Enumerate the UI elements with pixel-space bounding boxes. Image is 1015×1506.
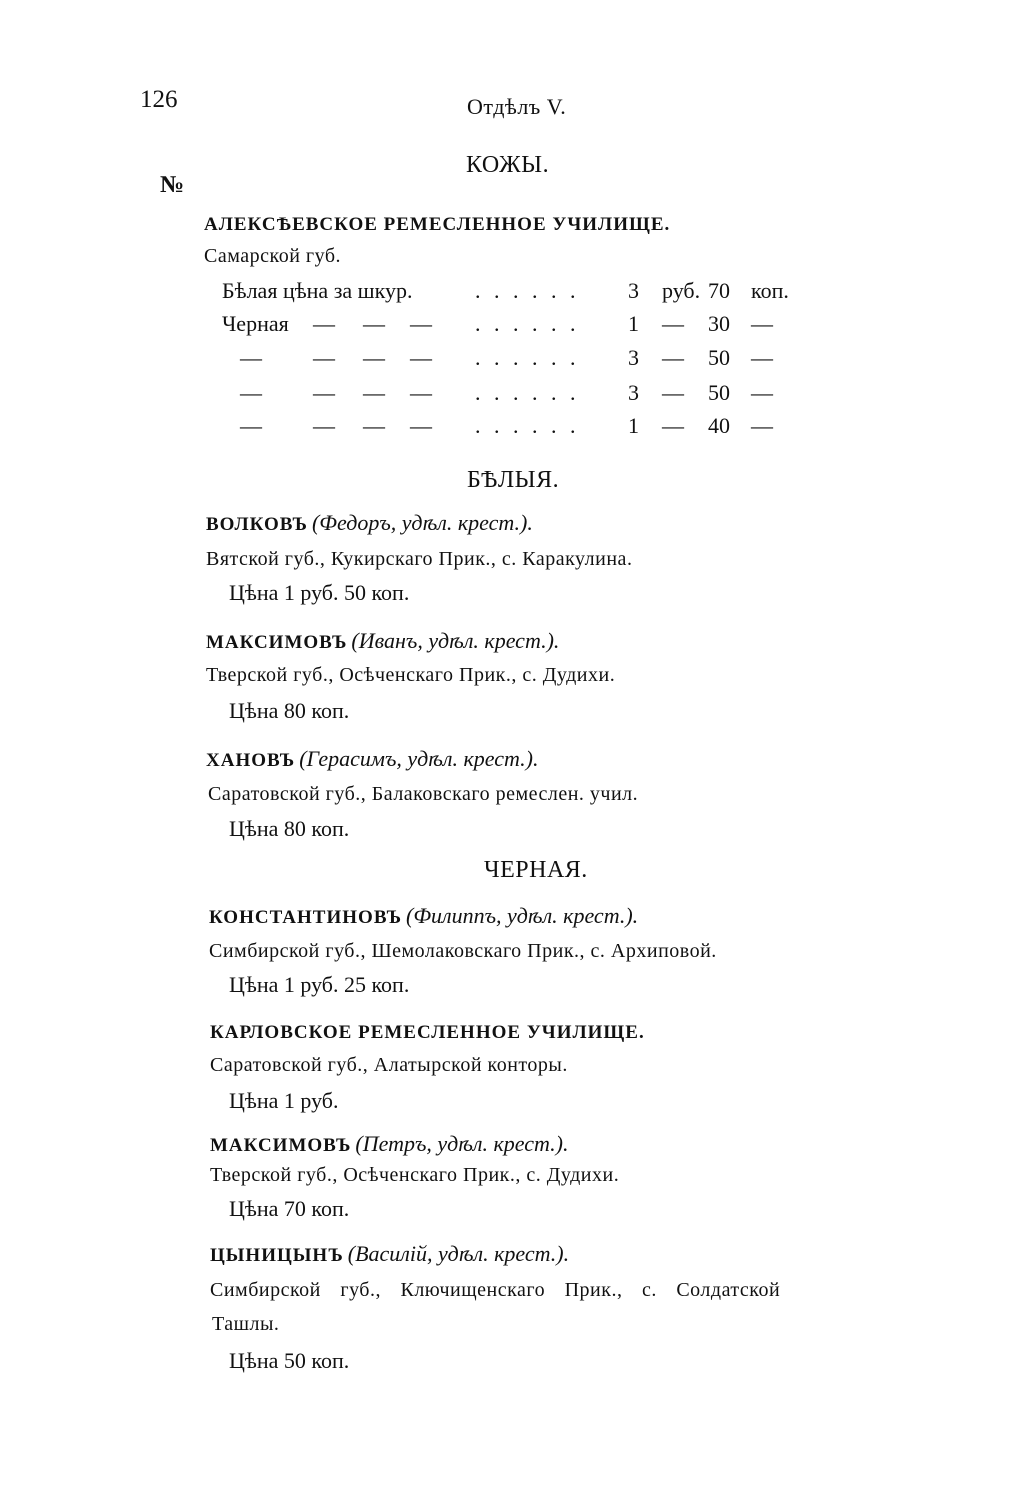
entry-price: Цѣна 80 коп. <box>229 816 350 841</box>
leader-dots: . . . . . . <box>475 311 580 336</box>
section-title-chernaya: ЧЕРНАЯ. <box>484 857 588 883</box>
value-kop: 30 <box>708 311 730 336</box>
ditto-dash: — <box>240 345 262 370</box>
entry-heading <box>206 746 539 772</box>
value-rub: 3 <box>628 345 639 370</box>
ditto-dash: — <box>410 380 432 405</box>
entry-name: МАКСИМОВЪ <box>206 632 348 653</box>
value-rub: 3 <box>628 380 639 405</box>
value-rub: 1 <box>628 413 639 438</box>
entry-heading <box>206 628 559 654</box>
ditto-dash: — <box>751 345 773 370</box>
unit-rub: руб. <box>662 278 701 303</box>
leader-dots: . . . . . . <box>475 413 580 438</box>
entry-location-continued: Ташлы. <box>212 1313 280 1335</box>
leader-dots: . . . . . . <box>475 380 580 405</box>
leader-dots: . . . . . . <box>475 278 580 303</box>
leader-dots: . . . . . . <box>475 345 580 370</box>
entry-price: Цѣна 1 руб. 50 коп. <box>229 580 410 605</box>
ditto-dash: — <box>662 413 684 438</box>
entry-heading <box>209 903 638 929</box>
ditto-dash: — <box>363 311 385 336</box>
entry-description: (Герасимъ, удѣл. крест.). <box>299 746 539 771</box>
entry-description: (Петръ, удѣл. крест.). <box>355 1131 569 1156</box>
table-row <box>0 278 1015 308</box>
ditto-dash: — <box>363 380 385 405</box>
entry-name: АЛЕКСѢЕВСКОЕ РЕМЕСЛЕННОЕ УЧИЛИЩЕ. <box>204 214 671 235</box>
entry-heading <box>210 1131 568 1157</box>
entry-name: ВОЛКОВЪ <box>206 514 308 535</box>
ditto-dash: — <box>410 413 432 438</box>
entry-price: Цѣна 1 руб. 25 коп. <box>229 972 410 997</box>
entry-description: (Федоръ, удѣл. крест.). <box>311 510 533 535</box>
entry-price: Цѣна 1 руб. <box>229 1088 339 1113</box>
entry-name: ХАНОВЪ <box>206 750 296 771</box>
row-label: Черная <box>222 311 289 336</box>
ditto-dash: — <box>751 311 773 336</box>
entry-description: (Филиппъ, удѣл. крест.). <box>406 903 639 928</box>
ditto-dash: — <box>313 345 335 370</box>
ditto-dash: — <box>313 311 335 336</box>
entry-heading <box>210 1241 569 1267</box>
value-kop: 50 <box>708 380 730 405</box>
ditto-dash: — <box>662 311 684 336</box>
entry-location: Самарской губ. <box>204 245 342 267</box>
entry-location: Симбирской губ., Шемолаковскаго Прик., с. Архиповой. <box>209 940 717 962</box>
running-header: Отдѣлъ V. <box>467 94 567 119</box>
ditto-dash: — <box>240 413 262 438</box>
ditto-dash: — <box>363 345 385 370</box>
table-row <box>0 345 1015 375</box>
row-label: Бѣлая цѣна за шкур. <box>222 278 413 303</box>
page-number: 126 <box>140 86 178 113</box>
ditto-dash: — <box>313 413 335 438</box>
value-kop: 70 <box>708 278 730 303</box>
entry-heading <box>206 510 533 536</box>
unit-kop: коп. <box>751 278 789 303</box>
value-kop: 50 <box>708 345 730 370</box>
entry-location: Вятской губ., Кукирскаго Прик., с. Каракулина. <box>206 548 633 570</box>
ditto-dash: — <box>363 413 385 438</box>
ditto-dash: — <box>662 345 684 370</box>
ditto-dash: — <box>410 345 432 370</box>
entry-location: Симбирской губ., Ключищенскаго Прик., с. Солдатской <box>210 1279 781 1301</box>
entry-location: Тверской губ., Осѣченскаго Прик., с. Дудихи. <box>210 1164 620 1186</box>
entry-location: Тверской губ., Осѣченскаго Прик., с. Дудихи. <box>206 664 616 686</box>
number-sign: № <box>160 172 185 198</box>
entry-name: ЦЫНИЦЫНЪ <box>210 1245 344 1266</box>
value-rub: 3 <box>628 278 639 303</box>
table-row <box>0 413 1015 443</box>
section-title-belyya: БѢЛЫЯ. <box>467 467 560 493</box>
ditto-dash: — <box>751 380 773 405</box>
table-row <box>0 380 1015 410</box>
entry-price: Цѣна 50 коп. <box>229 1348 350 1373</box>
entry-name: КАРЛОВСКОЕ РЕМЕСЛЕННОЕ УЧИЛИЩЕ. <box>210 1022 645 1043</box>
entry-description: (Иванъ, удѣл. крест.). <box>351 628 560 653</box>
section-title-kozhi: КОЖЫ. <box>466 152 550 178</box>
table-row <box>0 311 1015 341</box>
entry-price: Цѣна 80 коп. <box>229 698 350 723</box>
ditto-dash: — <box>662 380 684 405</box>
ditto-dash: — <box>240 380 262 405</box>
entry-description: (Василій, удѣл. крест.). <box>347 1241 570 1266</box>
ditto-dash: — <box>751 413 773 438</box>
ditto-dash: — <box>313 380 335 405</box>
value-rub: 1 <box>628 311 639 336</box>
entry-price: Цѣна 70 коп. <box>229 1196 350 1221</box>
entry-location: Саратовской губ., Алатырской конторы. <box>210 1054 568 1076</box>
entry-name: КОНСТАНТИНОВЪ <box>209 907 403 928</box>
value-kop: 40 <box>708 413 730 438</box>
ditto-dash: — <box>410 311 432 336</box>
entry-name: МАКСИМОВЪ <box>210 1135 352 1156</box>
entry-location: Саратовской губ., Балаковскаго ремеслен. учил. <box>208 783 639 805</box>
